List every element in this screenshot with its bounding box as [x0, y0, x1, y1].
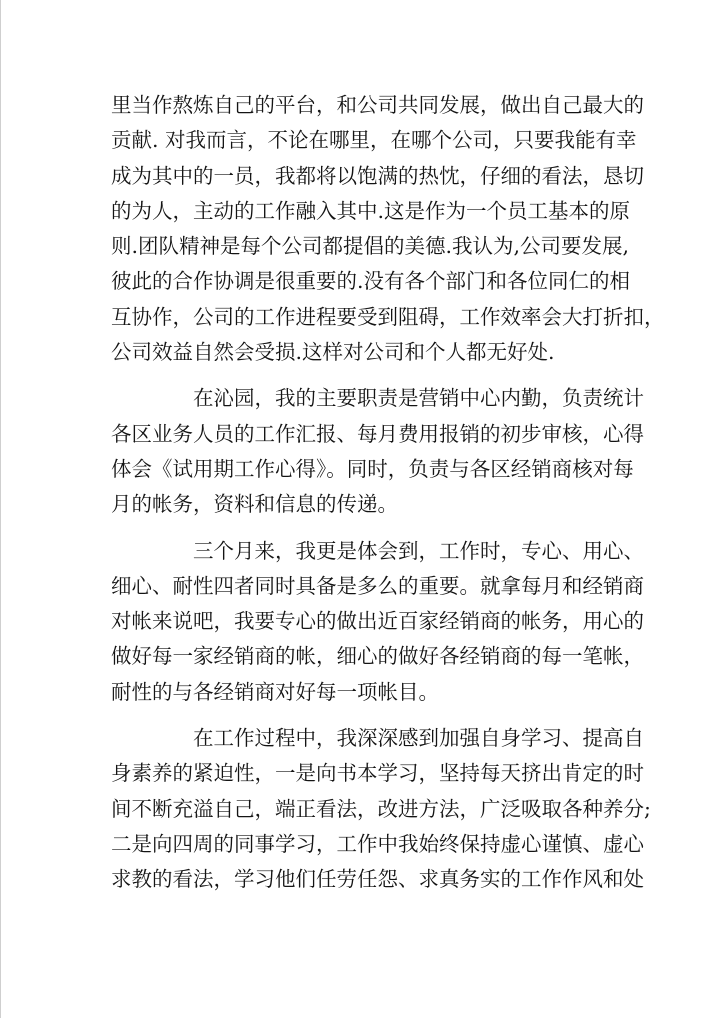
text-line: 在沁园，我的主要职责是营销中心内勤，负责统计	[193, 386, 644, 411]
text-line: 里当作熬炼自己的平台，和公司共同发展，做出自己最大的	[111, 93, 644, 117]
text-line: 互协作，公司的工作进程要受到阻碍，工作效率会大打折扣，	[111, 304, 665, 329]
text-line: 身素养的紧迫性，一是向书本学习，坚持每天挤出肯定的时	[111, 761, 644, 786]
paragraph-spacer	[111, 370, 611, 381]
text-line: 做好每一家经销商的帐，细心的做好各经销商的每一笔帐，	[111, 644, 644, 669]
paragraph-1	[111, 88, 665, 370]
text-line: 月的帐务，资料和信息的传递。	[111, 492, 398, 517]
text-line: 三个月来，我更是体会到，工作时，专心、用心、	[193, 538, 644, 563]
paragraph-2	[111, 381, 644, 522]
text-line: 体会《试用期工作心得》。同时，负责与各区经销商核对每	[111, 456, 634, 481]
document-body	[111, 88, 665, 898]
text-line: 细心、耐性四者同时具备是多么的重要。就拿每月和经销商	[111, 573, 644, 598]
text-line: 间不断充溢自己，端正看法，改进方法，广泛吸取各种养分;	[111, 796, 651, 821]
text-line: 彼此的合作协调是很重要的.没有各个部门和各位同仁的相	[111, 269, 631, 294]
text-line: 对帐来说吧，我要专心的做出近百家经销商的帐务，用心的	[111, 609, 644, 634]
text-line: 公司效益自然会受损.这样对公司和个人都无好处.	[111, 340, 555, 365]
text-line: 二是向四周的同事学习，工作中我始终保持虚心谨慎、虚心	[111, 831, 644, 856]
text-line: 在工作过程中，我深深感到加强自身学习、提高自	[193, 726, 644, 751]
text-line: 成为其中的一员，我都将以饱满的热忱，仔细的看法，恳切	[111, 163, 644, 188]
paragraph-3	[111, 534, 644, 710]
paragraph-spacer	[111, 710, 611, 721]
text-line: 的为人，主动的工作融入其中.这是作为一个员工基本的原	[111, 198, 631, 223]
text-line: 求教的看法，学习他们任劳任怨、求真务实的工作作风和处	[111, 867, 644, 892]
text-line: 耐性的与各经销商对好每一项帐目。	[111, 679, 439, 704]
text-line: 各区业务人员的工作汇报、每月费用报销的初步审核，心得	[111, 421, 644, 446]
paragraph-spacer	[111, 523, 611, 534]
paragraph-4	[111, 721, 651, 897]
text-line: 贡献. 对我而言，不论在哪里，在哪个公司，只要我能有幸	[111, 128, 637, 153]
text-line: 则.团队精神是每个公司都提倡的美德.我认为,公司要发展,	[111, 234, 630, 259]
